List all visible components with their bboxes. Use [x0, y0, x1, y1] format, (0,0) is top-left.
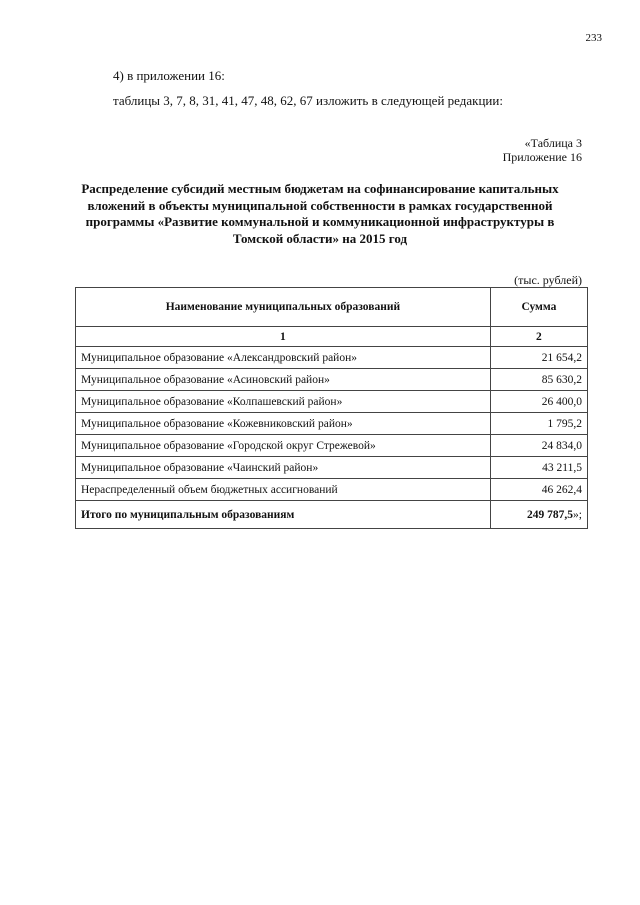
column-number-1: 1 — [76, 327, 491, 347]
document-title: Распределение субсидий местным бюджетам на софинансирование капитальных вложений в объекты муниципальной собственности в рамках государственной программы «Развитие коммунальной и коммуникационной инфраструктуры в Томской области» на 2015 год — [81, 181, 559, 246]
intro-line-appendix: 4) в приложении 16: — [113, 68, 225, 83]
municipality-name: Муниципальное образование «Чаинский район» — [76, 457, 491, 479]
table-row — [76, 479, 588, 501]
table-row — [76, 369, 588, 391]
municipality-name: Муниципальное образование «Городской округ Стрежевой» — [76, 435, 491, 457]
total-amount-cell — [490, 501, 587, 529]
table-row — [76, 347, 588, 369]
intro-line-tables: таблицы 3, 7, 8, 31, 41, 47, 48, 62, 67 изложить в следующей редакции: — [113, 93, 503, 108]
municipality-name: Муниципальное образование «Александровский район» — [76, 347, 491, 369]
municipality-name: Нераспределенный объем бюджетных ассигнований — [76, 479, 491, 501]
amount-value: 43 211,5 — [490, 457, 587, 479]
header-amount: Сумма — [490, 288, 587, 327]
table-reference-label: «Таблица 3 — [524, 136, 582, 150]
amount-value: 21 654,2 — [490, 347, 587, 369]
table-header-row — [76, 288, 588, 327]
municipality-name: Муниципальное образование «Колпашевский район» — [76, 391, 491, 413]
table-row — [76, 391, 588, 413]
total-closing-quote: »; — [573, 508, 582, 521]
table-row — [76, 457, 588, 479]
column-number-2: 2 — [490, 327, 587, 347]
total-label: Итого по муниципальным образованиям — [76, 501, 491, 529]
municipality-name: Муниципальное образование «Асиновский район» — [76, 369, 491, 391]
amount-value: 24 834,0 — [490, 435, 587, 457]
column-number-row — [76, 327, 588, 347]
total-row — [76, 501, 588, 529]
table-row — [76, 413, 588, 435]
amount-value: 85 630,2 — [490, 369, 587, 391]
amount-value: 46 262,4 — [490, 479, 587, 501]
amount-value: 1 795,2 — [490, 413, 587, 435]
units-label: (тыс. рублей) — [514, 273, 582, 287]
page-number: 233 — [585, 32, 602, 44]
total-amount: 249 787,5 — [527, 508, 574, 521]
appendix-reference-label: Приложение 16 — [502, 150, 582, 164]
table-row — [76, 435, 588, 457]
subsidy-table — [75, 287, 588, 529]
amount-value: 26 400,0 — [490, 391, 587, 413]
header-municipality: Наименование муниципальных образований — [76, 288, 491, 327]
municipality-name: Муниципальное образование «Кожевниковский район» — [76, 413, 491, 435]
